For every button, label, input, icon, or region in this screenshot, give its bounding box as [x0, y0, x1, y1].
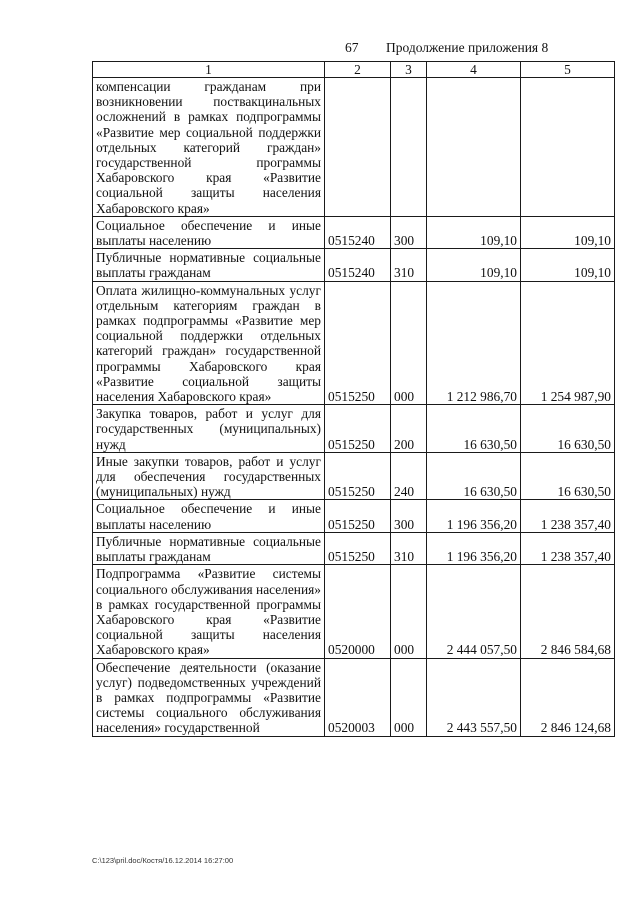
amount-year-1: 2 443 557,50	[427, 658, 521, 736]
column-header: 4	[427, 62, 521, 78]
amount-year-1	[427, 78, 521, 217]
target-article-code: 0515250	[325, 281, 391, 405]
amount-year-1: 2 444 057,50	[427, 565, 521, 658]
row-description: Оплата жилищно-коммунальных услуг отдельным категориям граждан в рамках подпрограммы «Развитие мер социальной поддержки отдельных категорий граждан» государственной программы Хабаровского края «Развитие социальной защиты населения Хабаровского края»	[93, 281, 325, 405]
column-header: 2	[325, 62, 391, 78]
target-article-code: 0515240	[325, 249, 391, 281]
amount-year-2: 2 846 124,68	[521, 658, 615, 736]
target-article-code: 0515250	[325, 452, 391, 500]
row-description: Закупка товаров, работ и услуг для государственных (муниципальных) нужд	[93, 405, 325, 453]
target-article-code: 0515250	[325, 532, 391, 564]
amount-year-2: 1 238 357,40	[521, 500, 615, 532]
expense-type-code: 240	[391, 452, 427, 500]
expense-type-code: 000	[391, 281, 427, 405]
table-row	[93, 78, 615, 217]
expense-type-code: 300	[391, 500, 427, 532]
row-description: Обеспечение деятельности (оказание услуг) подведомственных учреждений в рамках подпрограммы «Развитие системы социального обслуживания населения» государственной	[93, 658, 325, 736]
amount-year-2: 1 238 357,40	[521, 532, 615, 564]
table-row	[93, 658, 615, 736]
amount-year-2	[521, 78, 615, 217]
row-description: компенсации гражданам при возникновении поствакцинальных осложнений в рамках подпрограммы «Развитие мер социальной поддержки отдельных категорий граждан» государственной программы Хабаровского края «Развитие социальной защиты населения Хабаровского края»	[93, 78, 325, 217]
table-row	[93, 249, 615, 281]
page-header	[0, 40, 640, 58]
table-row	[93, 405, 615, 453]
amount-year-2: 1 254 987,90	[521, 281, 615, 405]
amount-year-2: 109,10	[521, 216, 615, 248]
amount-year-1: 1 196 356,20	[427, 532, 521, 564]
row-description: Иные закупки товаров, работ и услуг для обеспечения государственных (муниципальных) нужд	[93, 452, 325, 500]
amount-year-1: 16 630,50	[427, 452, 521, 500]
expense-type-code: 200	[391, 405, 427, 453]
target-article-code: 0515250	[325, 405, 391, 453]
page-number: 67	[345, 40, 359, 55]
table-row	[93, 500, 615, 532]
file-path-footer: C:\123\pril.doc/Костя/16.12.2014 16:27:00	[92, 856, 234, 865]
amount-year-1: 1 212 986,70	[427, 281, 521, 405]
target-article-code: 0515240	[325, 216, 391, 248]
target-article-code: 0520000	[325, 565, 391, 658]
table-row	[93, 532, 615, 564]
table-row	[93, 281, 615, 405]
row-description: Подпрограмма «Развитие системы социального обслуживания населения» в рамках государственной программы Хабаровского края «Развитие социальной защиты населения Хабаровского края»	[93, 565, 325, 658]
column-header: 5	[521, 62, 615, 78]
amount-year-2: 2 846 584,68	[521, 565, 615, 658]
row-description: Социальное обеспечение и иные выплаты населению	[93, 500, 325, 532]
table-row	[93, 452, 615, 500]
amount-year-2: 109,10	[521, 249, 615, 281]
row-description: Социальное обеспечение и иные выплаты населению	[93, 216, 325, 248]
expense-type-code: 000	[391, 565, 427, 658]
column-header: 3	[391, 62, 427, 78]
column-header: 1	[93, 62, 325, 78]
continuation-label: Продолжение приложения 8	[386, 40, 549, 55]
amount-year-1: 109,10	[427, 249, 521, 281]
budget-table	[92, 61, 615, 737]
amount-year-2: 16 630,50	[521, 405, 615, 453]
amount-year-2: 16 630,50	[521, 452, 615, 500]
expense-type-code: 300	[391, 216, 427, 248]
amount-year-1: 109,10	[427, 216, 521, 248]
column-number-row	[93, 62, 615, 78]
amount-year-1: 16 630,50	[427, 405, 521, 453]
target-article-code	[325, 78, 391, 217]
expense-type-code	[391, 78, 427, 217]
row-description: Публичные нормативные социальные выплаты гражданам	[93, 249, 325, 281]
expense-type-code: 310	[391, 532, 427, 564]
expense-type-code: 000	[391, 658, 427, 736]
table-row	[93, 216, 615, 248]
expense-type-code: 310	[391, 249, 427, 281]
table-row	[93, 565, 615, 658]
row-description: Публичные нормативные социальные выплаты гражданам	[93, 532, 325, 564]
target-article-code: 0520003	[325, 658, 391, 736]
target-article-code: 0515250	[325, 500, 391, 532]
amount-year-1: 1 196 356,20	[427, 500, 521, 532]
